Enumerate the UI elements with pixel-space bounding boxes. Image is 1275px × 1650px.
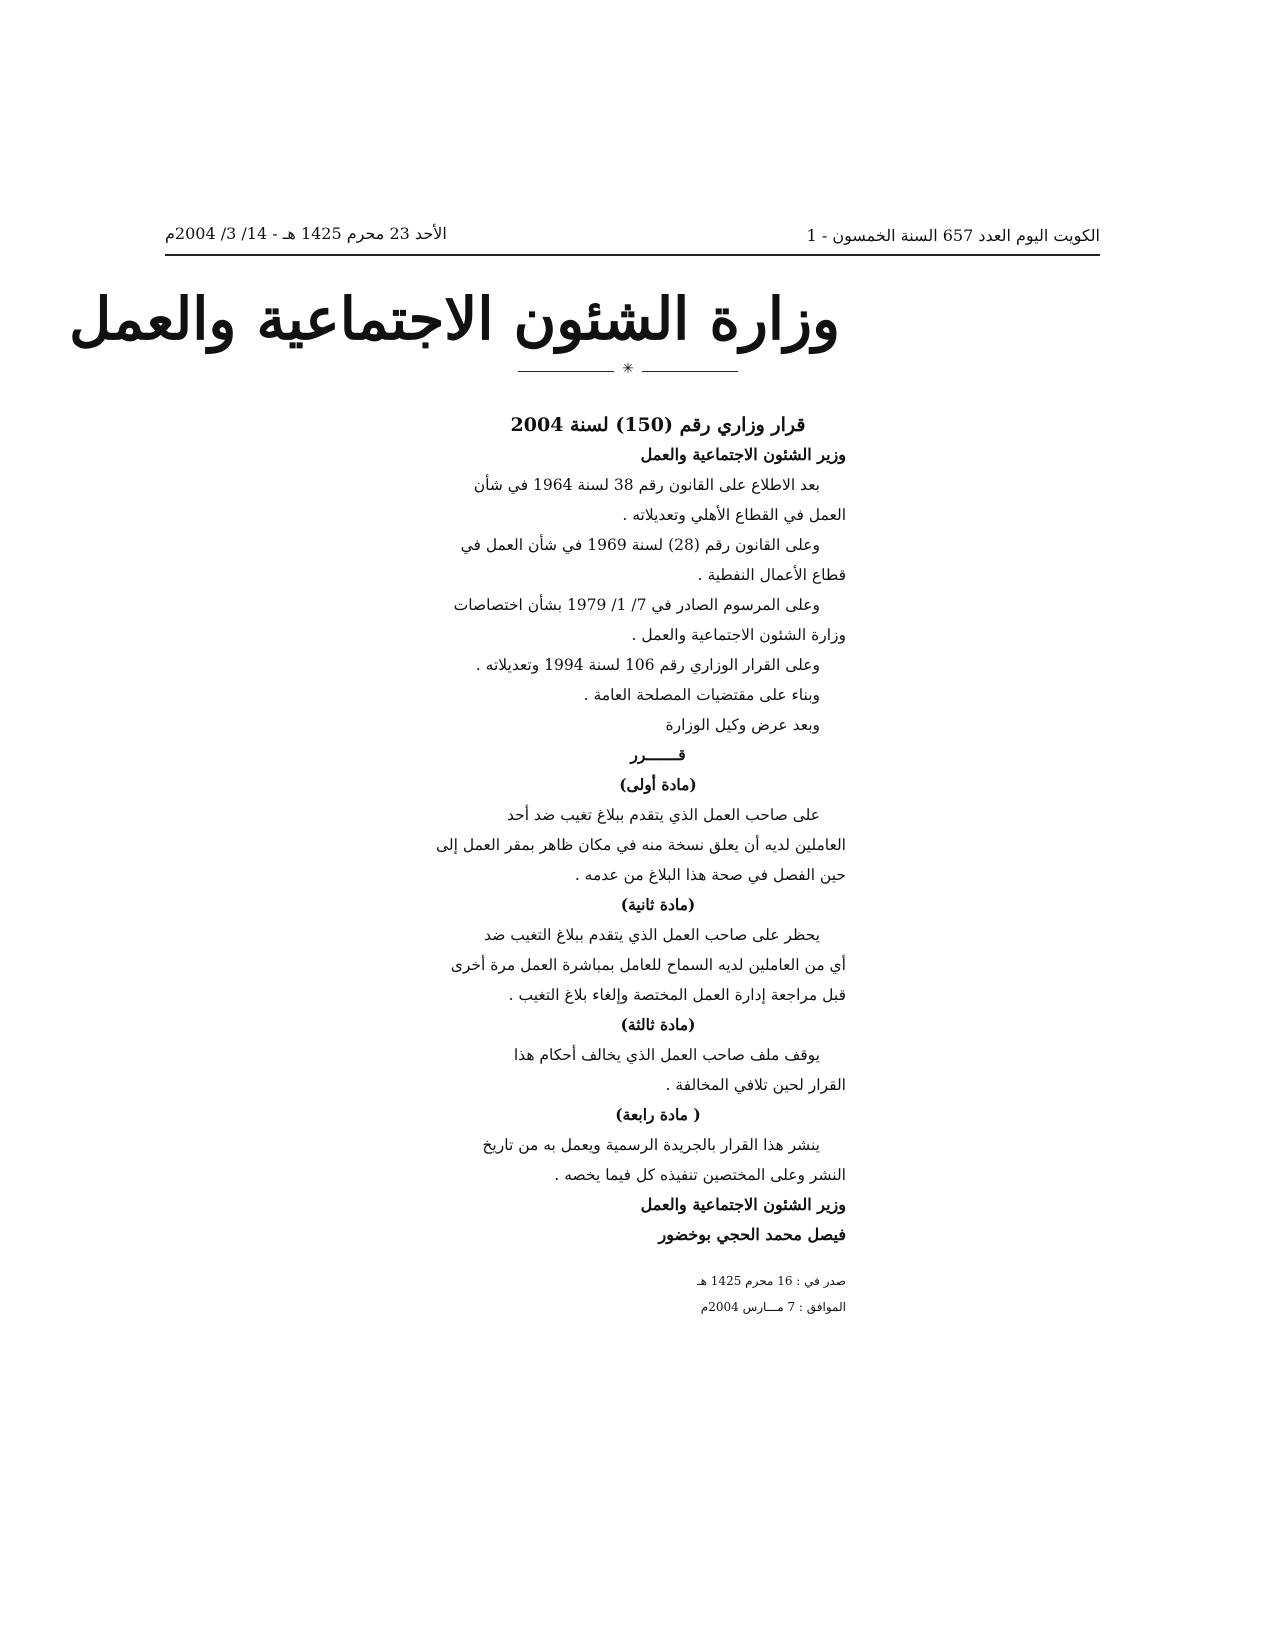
signature-title: وزير الشئون الاجتماعية والعمل	[640, 1195, 846, 1214]
preamble-line: قطاع الأعمال النفطية .	[697, 566, 846, 584]
preamble-line: العمل في القطاع الأهلي وتعديلاته .	[622, 506, 846, 524]
issued-date-gregorian: الموافق : 7 مـــارس 2004م	[700, 1300, 846, 1314]
ornament-line-right	[642, 371, 738, 372]
preamble-line: وعلى المرسوم الصادر في 7/ 1/ 1979 بشأن اختصاصات	[453, 596, 820, 614]
decision-word: قـــــــرر	[630, 745, 686, 764]
article-line: حين الفصل في صحة هذا البلاغ من عدمه .	[574, 866, 846, 884]
ornament-star-icon: ✳	[622, 361, 634, 377]
spacer	[410, 1250, 846, 1268]
preamble-line: وزارة الشئون الاجتماعية والعمل .	[631, 626, 846, 644]
article-line: على صاحب العمل الذي يتقدم ببلاغ تغيب ضد أحد	[507, 806, 820, 824]
article-heading: (مادة أولى)	[619, 775, 697, 794]
article-heading: (مادة ثانية)	[620, 895, 696, 914]
article-heading: ( مادة رابعة)	[615, 1105, 701, 1124]
preamble-line: وبعد عرض وكيل الوزارة	[665, 716, 820, 734]
ministry-title: وزارة الشئون الاجتماعية والعمل	[69, 285, 840, 353]
header-divider	[165, 254, 1100, 256]
preamble-line: وعلى القانون رقم (28) لسنة 1969 في شأن العمل في	[460, 536, 820, 554]
decree-issuer: وزير الشئون الاجتماعية والعمل	[640, 445, 846, 464]
title-ornament	[518, 361, 738, 377]
preamble-line: وبناء على مقتضيات المصلحة العامة .	[583, 686, 820, 704]
signature-name: فيصل محمد الحجي بوخضور	[658, 1225, 846, 1244]
article-line: يحظر على صاحب العمل الذي يتقدم ببلاغ التغيب ضد	[484, 926, 820, 944]
decree-body	[410, 410, 846, 1320]
article-line: العاملين لديه أن يعلق نسخة منه في مكان ظاهر بمقر العمل إلى	[435, 836, 846, 854]
ornament-line-left	[518, 371, 614, 372]
article-line: ينشر هذا القرار بالجريدة الرسمية ويعمل به من تاريخ	[482, 1136, 820, 1154]
header-issue-info: الكويت اليوم العدد 657 السنة الخمسون - 1	[806, 226, 1100, 245]
article-line: قبل مراجعة إدارة العمل المختصة وإلغاء بلاغ التغيب .	[508, 986, 846, 1004]
preamble-line: بعد الاطلاع على القانون رقم 38 لسنة 1964 في شأن	[473, 476, 820, 494]
article-line: القرار لحين تلافي المخالفة .	[665, 1076, 846, 1094]
article-line: أي من العاملين لديه السماح للعامل بمباشرة العمل مرة أخرى	[450, 956, 846, 974]
article-line: النشر وعلى المختصين تنفيذه كل فيما يخصه .	[554, 1166, 846, 1184]
issued-date-hijri: صدر في : 16 محرم 1425 هـ	[697, 1274, 846, 1288]
article-heading: (مادة ثالثة)	[620, 1015, 696, 1034]
decree-title: قرار وزاري رقم (150) لسنة 2004	[510, 414, 806, 436]
article-line: يوقف ملف صاحب العمل الذي يخالف أحكام هذا	[513, 1046, 820, 1064]
header-date: الأحد 23 محرم 1425 هـ - 14/ 3/ 2004م	[165, 224, 447, 243]
preamble-line: وعلى القرار الوزاري رقم 106 لسنة 1994 وتعديلاته .	[475, 656, 820, 674]
